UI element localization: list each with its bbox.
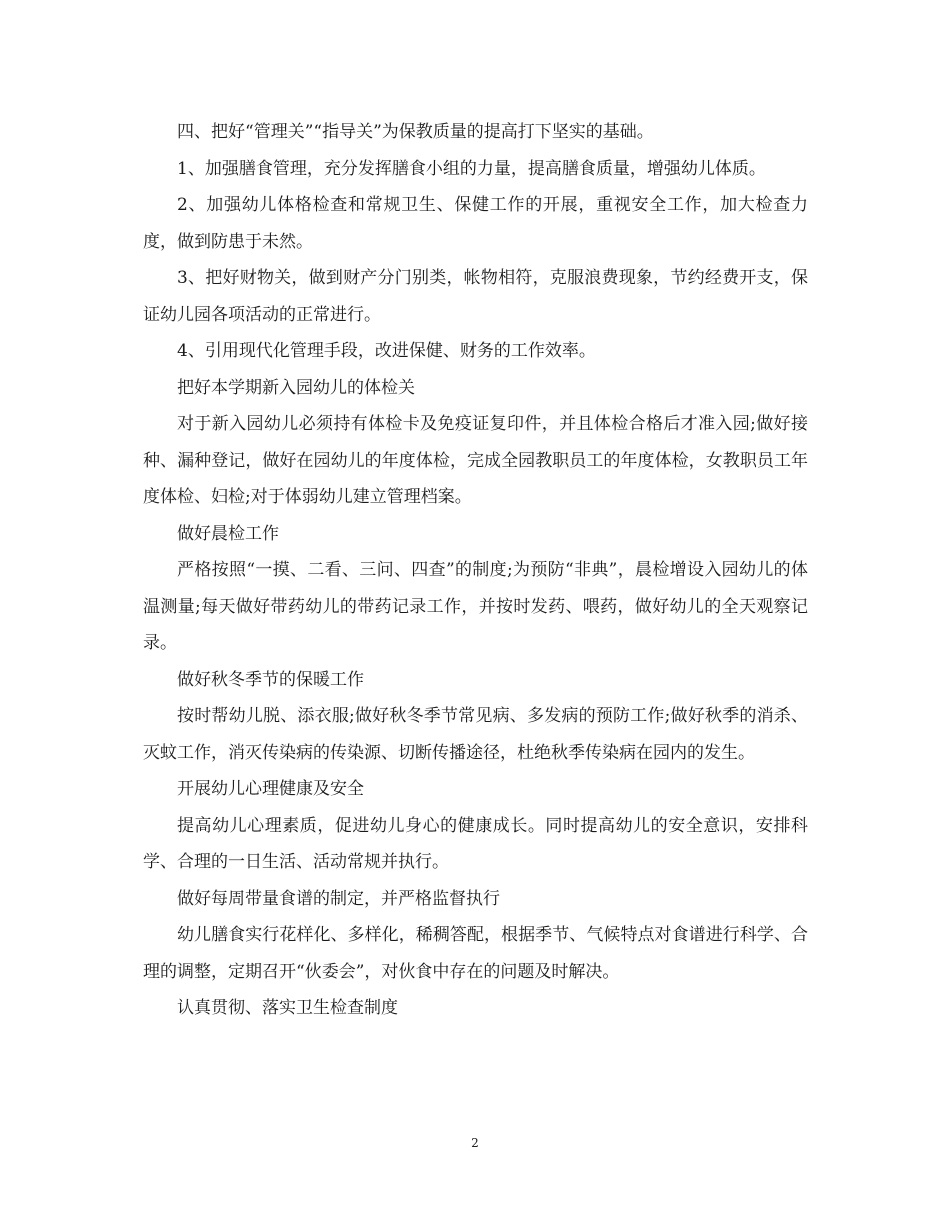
subheading: 开展幼儿心理健康及安全 (177, 779, 364, 799)
subheading: 做好秋冬季节的保暖工作 (177, 669, 364, 690)
subheading: 认真贯彻、落实卫生检查制度 (177, 998, 398, 1018)
body-paragraph: 提高幼儿心理素质，促进幼儿身心的健康成长。同时提高幼儿的安全意识，安排科学、合理的一日生活、活动常规并执行。 (143, 815, 808, 872)
list-item: 4、引用现代化管理手段，改进保健、财务的工作效率。 (177, 341, 596, 361)
subheading: 做好晨检工作 (177, 523, 279, 544)
list-item: 3、把好财物关，做到财产分门别类，帐物相符，克服浪费现象，节约经费开支，保证幼儿园各项活动的正常进行。 (143, 268, 808, 325)
subheading: 把好本学期新入园幼儿的体检关 (177, 377, 415, 398)
list-item: 1、加强膳食管理，充分发挥膳食小组的力量，提高膳食质量，增强幼儿体质。 (177, 158, 766, 179)
list-item: 2、加强幼儿体格检查和常规卫生、保健工作的开展，重视安全工作，加大检查力度，做到防患于未然。 (143, 195, 808, 252)
body-paragraph: 幼儿膳食实行花样化、多样化，稀稠答配，根据季节、气候特点对食谱进行科学、合理的调整，定期召开“伙委会”，对伙食中存在的问题及时解决。 (143, 925, 808, 982)
document-page (143, 114, 808, 1027)
body-paragraph: 严格按照“一摸、二看、三问、四查”的制度;为预防“非典”，晨检增设入园幼儿的体温测量;每天做好带药幼儿的带药记录工作，并按时发药、喂药，做好幼儿的全天观察记录。 (143, 560, 808, 653)
body-paragraph: 按时帮幼儿脱、添衣服;做好秋冬季节常见病、多发病的预防工作;做好秋季的消杀、灭蚊工作，消灭传染病的传染源、切断传播途径，杜绝秋季传染病在园内的发生。 (143, 706, 808, 763)
page-number: 2 (471, 1136, 479, 1150)
body-paragraph: 对于新入园幼儿必须持有体检卡及免疫证复印件，并且体检合格后才准入园;做好接种、漏种登记，做好在园幼儿的年度体检，完成全园教职员工的年度体检，女教职员工年度体检、妇检;对于体弱幼儿建立管理档案。 (143, 414, 808, 507)
subheading: 做好每周带量食谱的制定，并严格监督执行 (177, 888, 500, 909)
section-heading: 四、把好“管理关”“指导关”为保教质量的提高打下坚实的基础。 (177, 122, 654, 142)
